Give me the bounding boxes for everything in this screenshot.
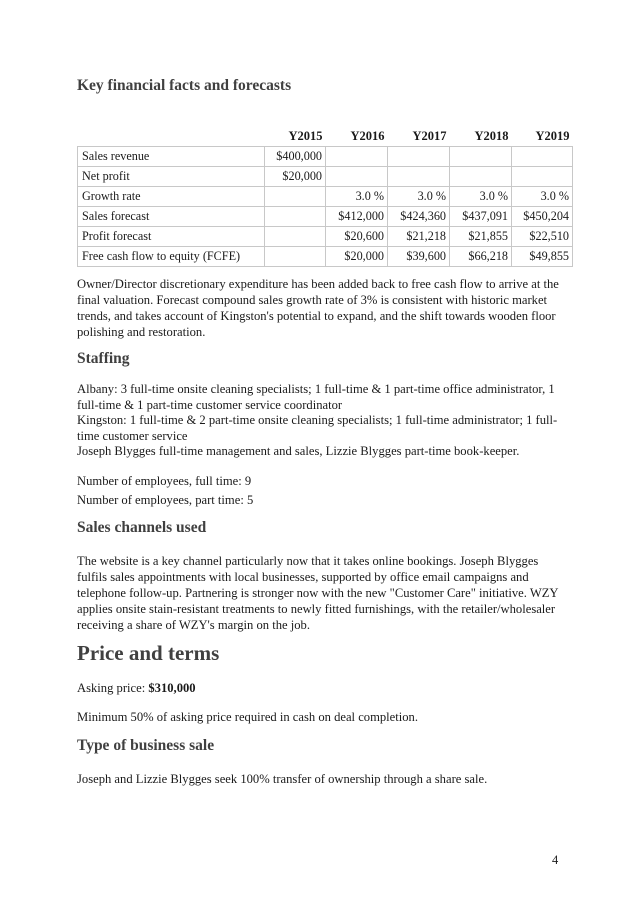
table-row <box>78 207 573 227</box>
row-label: Profit forecast <box>78 227 265 247</box>
sale-type-heading: Type of business sale <box>77 737 215 754</box>
table-cell: $21,855 <box>450 227 512 247</box>
table-row <box>78 247 573 267</box>
table-cell: $21,218 <box>388 227 450 247</box>
table-cell: $437,091 <box>450 207 512 227</box>
valuation-note: Owner/Director discretionary expenditure has been added back to free cash flow to arrive at the final valuation. Forecast compound sales growth rate of 3% is consistent with historic market trends, and takes account of Kingston's potential to expand, and the shift towards wooden floor polishing and restoration. <box>77 277 559 339</box>
column-header: Y2015 <box>288 129 323 143</box>
table-row <box>78 147 573 167</box>
table-cell <box>265 227 326 247</box>
row-label: Growth rate <box>78 187 265 207</box>
asking-price <box>77 680 567 696</box>
row-label: Free cash flow to equity (FCFE) <box>78 247 265 267</box>
table-cell: $450,204 <box>512 207 573 227</box>
page-number: 4 <box>552 853 559 867</box>
staffing-owners: Joseph Blygges full-time management and sales, Lizzie Blygges part-time book-keeper. <box>77 444 520 458</box>
table-cell <box>512 147 573 167</box>
table-cell: 3.0 % <box>512 187 573 207</box>
table-cell <box>265 207 326 227</box>
table-row <box>78 227 573 247</box>
table-cell <box>512 167 573 187</box>
table-cell <box>388 167 450 187</box>
table-cell <box>388 147 450 167</box>
employees-part-time: Number of employees, part time: 5 <box>77 493 254 507</box>
table-cell: $400,000 <box>265 147 326 167</box>
table-row <box>78 167 573 187</box>
column-header: Y2017 <box>412 129 447 143</box>
column-header: Y2018 <box>474 129 509 143</box>
table-cell <box>450 147 512 167</box>
row-label: Sales forecast <box>78 207 265 227</box>
table-cell: 3.0 % <box>326 187 388 207</box>
sales-channels-text: The website is a key channel particularly now that it takes online bookings. Joseph Blygges fulfils sales appointments with local businesses, supported by office email campaigns and telephone follow-up. Partnering is stronger now with the new "Customer Care" initiative. WZY applies onsite stain-resistant treatments to newly fitted furnishings, with the retailer/wholesaler receiving a share of WZY's margin on the job. <box>77 554 559 632</box>
table-cell <box>265 187 326 207</box>
table-cell: $20,000 <box>265 167 326 187</box>
table-cell: $424,360 <box>388 207 450 227</box>
table-cell: $412,000 <box>326 207 388 227</box>
key-facts-heading: Key financial facts and forecasts <box>77 77 292 94</box>
column-header: Y2019 <box>535 129 570 143</box>
table-cell: $20,000 <box>326 247 388 267</box>
staffing-kingston: Kingston: 1 full-time & 2 part-time onsite cleaning specialists; 1 full-time administrator; 1 full-time customer service <box>77 413 558 443</box>
row-label: Net profit <box>78 167 265 187</box>
sales-channels-heading: Sales channels used <box>77 519 207 536</box>
minimum-cash-requirement: Minimum 50% of asking price required in cash on deal completion. <box>77 710 418 724</box>
row-label: Sales revenue <box>78 147 265 167</box>
price-terms-heading: Price and terms <box>77 641 220 665</box>
sale-type-text: Joseph and Lizzie Blygges seek 100% transfer of ownership through a share sale. <box>77 772 488 786</box>
table-cell: 3.0 % <box>450 187 512 207</box>
table-cell: $20,600 <box>326 227 388 247</box>
column-header: Y2016 <box>350 129 385 143</box>
table-corner <box>78 124 265 147</box>
table-cell <box>326 147 388 167</box>
table-row <box>78 187 573 207</box>
table-cell: 3.0 % <box>388 187 450 207</box>
staffing-heading: Staffing <box>77 350 130 367</box>
asking-price-value: $310,000 <box>148 681 196 695</box>
financial-table <box>77 124 573 267</box>
table-cell: $66,218 <box>450 247 512 267</box>
staffing-albany: Albany: 3 full-time onsite cleaning specialists; 1 full-time & 1 part-time office administrator, 1 full-time & 1 part-time customer service coordinator <box>77 382 555 412</box>
employees-full-time: Number of employees, full time: 9 <box>77 474 252 488</box>
table-cell <box>326 167 388 187</box>
table-header-row <box>78 124 573 147</box>
table-cell: $22,510 <box>512 227 573 247</box>
table-cell: $49,855 <box>512 247 573 267</box>
table-cell <box>450 167 512 187</box>
table-cell <box>265 247 326 267</box>
table-cell: $39,600 <box>388 247 450 267</box>
asking-price-label: Asking price: <box>77 681 149 695</box>
